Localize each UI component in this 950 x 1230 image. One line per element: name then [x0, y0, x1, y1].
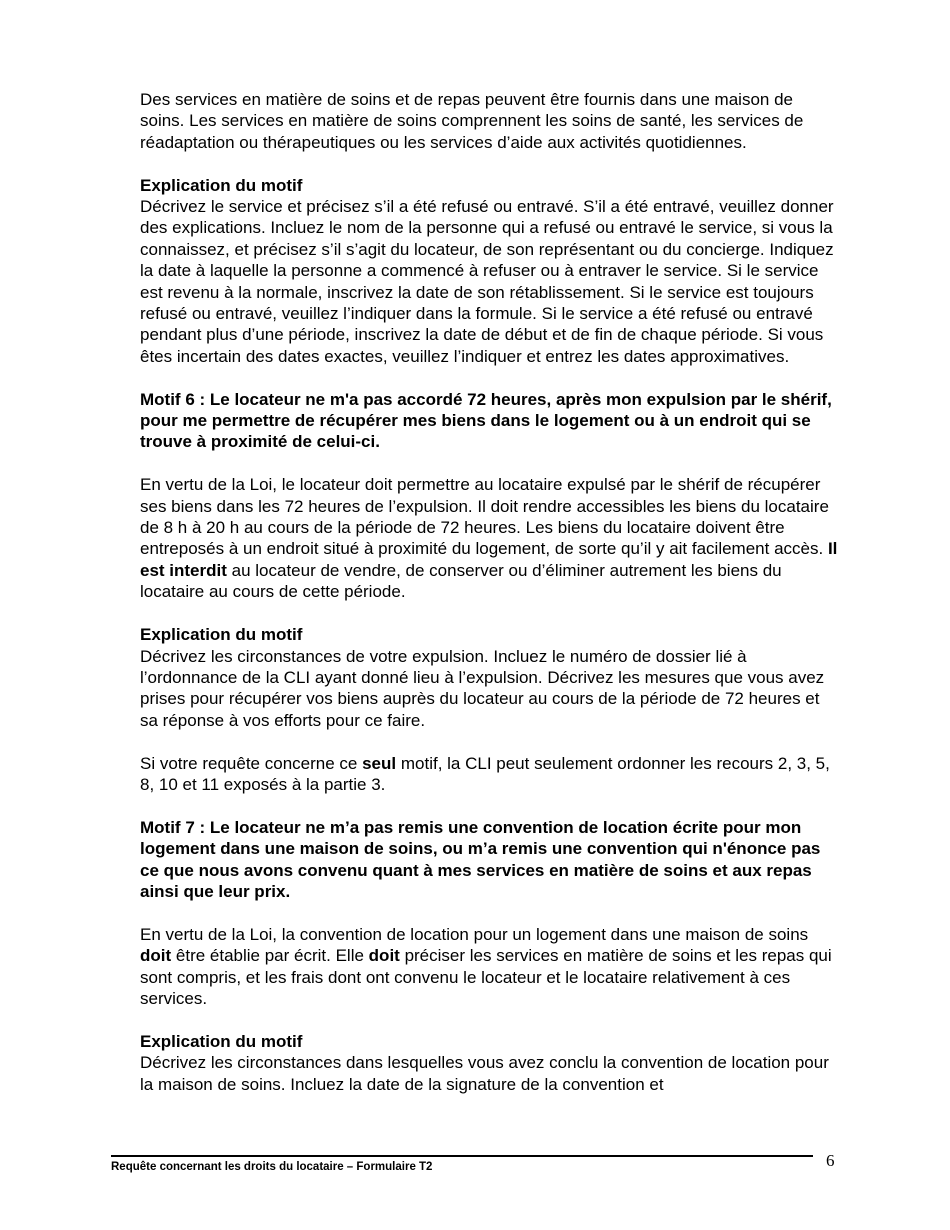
motif-6-note-part1: Si votre requête concerne ce — [140, 753, 358, 773]
motif-6-title: Motif 6 : Le locateur ne m'a pas accordé 72 heures, après mon expulsion par le shérif, pour me permettre de récupérer mes biens dans le logement ou à un endroit qui se trouve à proximité de celui-ci. — [140, 389, 832, 452]
motif-7-body-part1: En vertu de la Loi, la convention de location pour un logement dans une maison de soins — [140, 924, 809, 944]
motif-7-body — [140, 924, 840, 1010]
motif-6-body-part2: au locateur de vendre, de conserver ou d’éliminer autrement les biens du locataire au cours de cette période. — [140, 560, 782, 602]
motif-6-body-emphasis: Il est interdit — [140, 539, 838, 580]
motif-7-title: Motif 7 : Le locateur ne m’a pas remis une convention de location écrite pour mon logement dans une maison de soins, ou m’a remis une convention qui n'énonce pas ce que nous avons convenu quant à mes services en matière de soins et aux repas ainsi que leur prix. — [140, 817, 821, 901]
explanation-text: Décrivez le service et précisez s’il a été refusé ou entravé. S’il a été entravé, veuillez donner des explications. Incluez le nom de la personne qui a refusé ou entravé le service, si vous la connaissez, et précisez s’il s’agit du locateur, de son représentant ou du concierge. Indiquez la date à laquelle la personne a commencé à refuser ou à entraver le service. Si le service est revenu à la normale, inscrivez la date de son rétablissement. Si le service est toujours refusé ou entravé, veuillez l’indiquer dans la formule. Si le service a été refusé ou entravé pendant plus d’une période, inscrivez la date de début et de fin de chaque période. Si vous êtes incertain des dates exactes, veuillez l’indiquer et entrez les dates approximatives. — [140, 197, 834, 366]
motif-7-body-emphasis-1: doit — [140, 946, 172, 966]
motif-7-body-part2: être établie par écrit. Elle — [175, 946, 364, 966]
footer-rule — [111, 1155, 813, 1157]
explanation-block-motif5 — [140, 175, 840, 368]
page-number: 6 — [826, 1151, 835, 1170]
explanation-heading: Explication du motif — [140, 1031, 303, 1051]
footer-form-title: Requête concernant les droits du locataire – Formulaire T2 — [111, 1161, 433, 1173]
motif-6-body — [140, 474, 840, 602]
page-content — [140, 89, 840, 1095]
explanation-text: Décrivez les circonstances dans lesquelles vous avez conclu la convention de location pour la maison de soins. Incluez la date de la signature de la convention et — [140, 1053, 829, 1094]
explanation-heading: Explication du motif — [140, 625, 303, 645]
motif-6-note-part2: motif, la CLI peut seulement ordonner les recours 2, 3, 5, 8, 10 et 11 exposés à la partie 3. — [140, 753, 830, 794]
explanation-block-motif7 — [140, 1031, 840, 1095]
motif-6-body-part1: En vertu de la Loi, le locateur doit permettre au locataire expulsé par le shérif de récupérer ses biens dans les 72 heures de l’expulsion. Il doit rendre accessibles les biens du locataire de 8 h à 20 h au cours de la période de 72 heures. Les biens du locataire doivent être entreposés à un endroit situé à proximité du logement, de sorte qu’il y ait facilement accès. — [140, 475, 829, 559]
explanation-text: Décrivez les circonstances de votre expulsion. Incluez le numéro de dossier lié à l’ordonnance de la CLI ayant donné lieu à l’expulsion. Décrivez les mesures que vous avez prises pour récupérer vos biens auprès du locateur au cours de la période de 72 heures et sa réponse à vos efforts pour ce faire. — [140, 646, 825, 730]
motif-7-body-emphasis-2: doit — [368, 946, 400, 966]
motif-7-body-part3: préciser les services en matière de soins et les repas qui sont compris, et les frais dont ont convenu le locateur et le locataire relativement à ces services. — [140, 946, 832, 1008]
intro-paragraph: Des services en matière de soins et de repas peuvent être fournis dans une maison de soins. Les services en matière de soins comprennent les soins de santé, les services de réadaptation ou thérapeutiques ou les services d’aide aux activités quotidiennes. — [140, 90, 804, 152]
motif-6-note-emphasis: seul — [362, 753, 397, 773]
motif-6-note — [140, 753, 840, 796]
explanation-block-motif6 — [140, 624, 840, 731]
explanation-heading: Explication du motif — [140, 175, 303, 195]
